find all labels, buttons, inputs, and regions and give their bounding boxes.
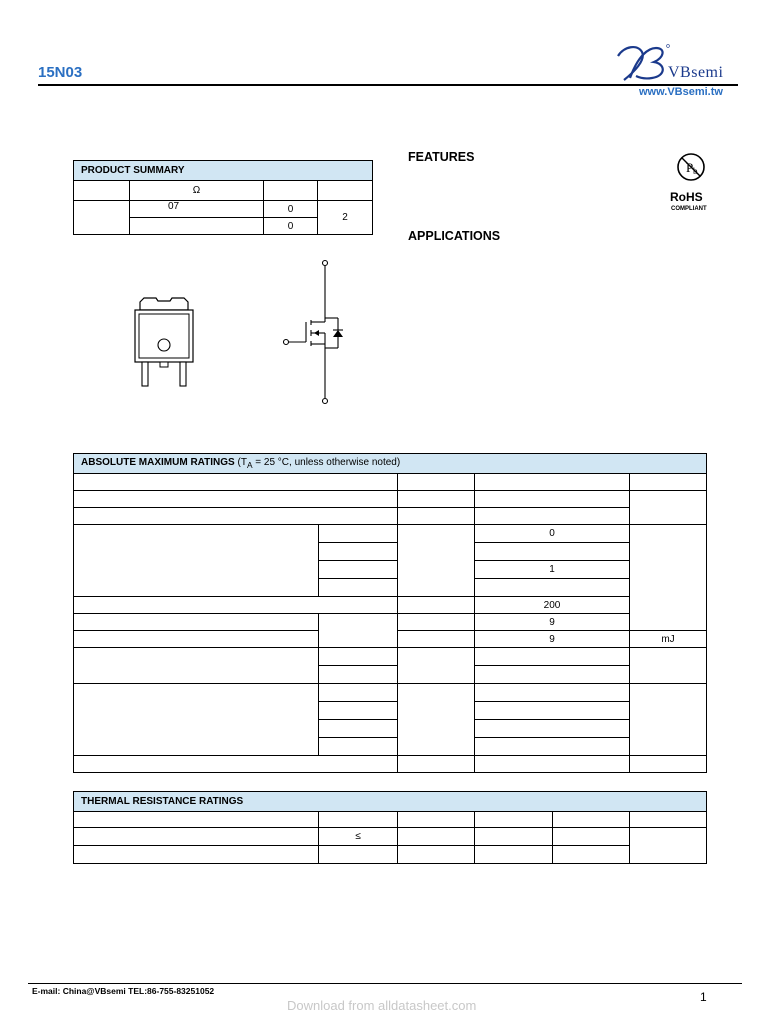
svg-text:P: P — [686, 160, 694, 175]
table-cell — [398, 812, 475, 828]
rohs-label: RoHS — [670, 190, 703, 204]
product-summary-table — [73, 160, 373, 235]
svg-text:b: b — [693, 166, 698, 176]
table-cell — [475, 508, 630, 525]
brand-name: VBsemi — [668, 64, 724, 81]
table-cell — [74, 525, 319, 597]
table-cell — [630, 756, 707, 773]
table-value: 9 — [475, 631, 630, 648]
table-cell — [630, 491, 707, 525]
table-cell — [74, 812, 319, 828]
table-cell — [475, 812, 553, 828]
thermal-title: THERMAL RESISTANCE RATINGS — [74, 792, 707, 812]
table-cell — [475, 720, 630, 738]
package-drawing — [132, 296, 196, 390]
table-cell — [475, 543, 630, 561]
table-cell — [74, 631, 319, 648]
table-cell — [398, 508, 475, 525]
ps-cell: 2 — [318, 201, 373, 235]
ps-header-cell — [264, 181, 318, 201]
ps-cell: 0 — [264, 201, 318, 218]
ps-cell: 0 — [264, 218, 318, 235]
table-value: 9 — [475, 614, 630, 631]
table-cell — [475, 702, 630, 720]
website-link[interactable]: www.VBsemi.tw — [639, 86, 723, 98]
table-cell — [475, 828, 553, 846]
table-cell — [398, 631, 475, 648]
table-cell — [553, 846, 630, 864]
table-cell — [74, 828, 319, 846]
table-cell — [319, 666, 398, 684]
table-cell — [475, 666, 630, 684]
abs-max-condition: ($T_A = 25$ °C, unless otherwise noted) — [237, 457, 401, 470]
thermal-resistance-table — [73, 791, 707, 864]
table-value: 0 — [475, 525, 630, 543]
table-cell — [398, 846, 475, 864]
table-cell — [398, 597, 475, 614]
table-cell — [553, 812, 630, 828]
rohs-compliant: COMPLIANT — [671, 206, 707, 212]
ps-header-cell — [318, 181, 373, 201]
table-cell — [398, 491, 475, 508]
table-cell — [319, 579, 398, 597]
ps-header-cell — [74, 181, 130, 201]
table-cell — [475, 579, 630, 597]
table-cell — [630, 525, 707, 631]
table-cell — [553, 828, 630, 846]
ps-cell — [130, 218, 264, 235]
part-number: 15N03 — [38, 64, 83, 81]
table-cell — [475, 491, 630, 508]
table-cell — [319, 543, 398, 561]
table-cell — [630, 684, 707, 756]
table-cell — [398, 648, 475, 684]
table-cell — [319, 525, 398, 543]
table-cell — [398, 525, 475, 597]
applications-heading: APPLICATIONS — [408, 229, 501, 243]
features-heading: FEATURES — [408, 150, 475, 164]
table-cell — [74, 648, 319, 684]
table-cell — [630, 812, 707, 828]
ps-cell: 07 — [130, 201, 264, 218]
ps-cell — [74, 201, 130, 235]
table-cell — [319, 684, 398, 702]
footer-contact: E-mail: China@VBsemi TEL:86-755-83251052 — [32, 986, 215, 996]
table-cell — [475, 684, 630, 702]
table-cell — [74, 614, 319, 631]
table-cell — [319, 702, 398, 720]
table-unit: mJ — [630, 631, 707, 648]
table-cell — [74, 508, 398, 525]
table-cell — [319, 614, 398, 648]
table-cell — [74, 756, 398, 773]
table-cell — [74, 597, 398, 614]
page-number: 1 — [700, 990, 707, 1004]
product-summary-title: PRODUCT SUMMARY — [74, 161, 373, 181]
table-cell — [319, 648, 398, 666]
abs-max-title-text: ABSOLUTE MAXIMUM RATINGS — [81, 457, 235, 468]
table-cell — [398, 684, 475, 756]
mosfet-symbol-icon — [280, 258, 350, 406]
table-cell — [319, 720, 398, 738]
table-cell — [398, 828, 475, 846]
table-cell — [398, 614, 475, 631]
table-cell — [475, 474, 630, 491]
table-cell — [319, 812, 398, 828]
pb-free-icon — [676, 152, 706, 182]
table-cell — [475, 846, 553, 864]
table-cell — [630, 828, 707, 864]
table-cell — [74, 684, 319, 756]
table-cell — [74, 474, 398, 491]
table-cell — [319, 846, 398, 864]
table-cell — [319, 738, 398, 756]
table-value: 200 — [475, 597, 630, 614]
le-symbol: ≤ — [319, 828, 398, 846]
footer-rule — [28, 983, 742, 984]
ps-header-cell: Ω — [130, 181, 264, 201]
table-cell — [398, 756, 475, 773]
watermark: Download from alldatasheet.com — [287, 998, 477, 1013]
table-cell — [74, 491, 398, 508]
table-cell — [74, 846, 319, 864]
table-cell — [475, 648, 630, 666]
absolute-max-ratings-table — [73, 453, 707, 773]
table-cell — [398, 474, 475, 491]
abs-max-title — [74, 454, 707, 474]
table-cell — [319, 561, 398, 579]
table-cell — [475, 738, 630, 756]
table-value: 1 — [475, 561, 630, 579]
table-cell — [630, 474, 707, 491]
table-cell — [630, 648, 707, 684]
table-cell — [475, 756, 630, 773]
